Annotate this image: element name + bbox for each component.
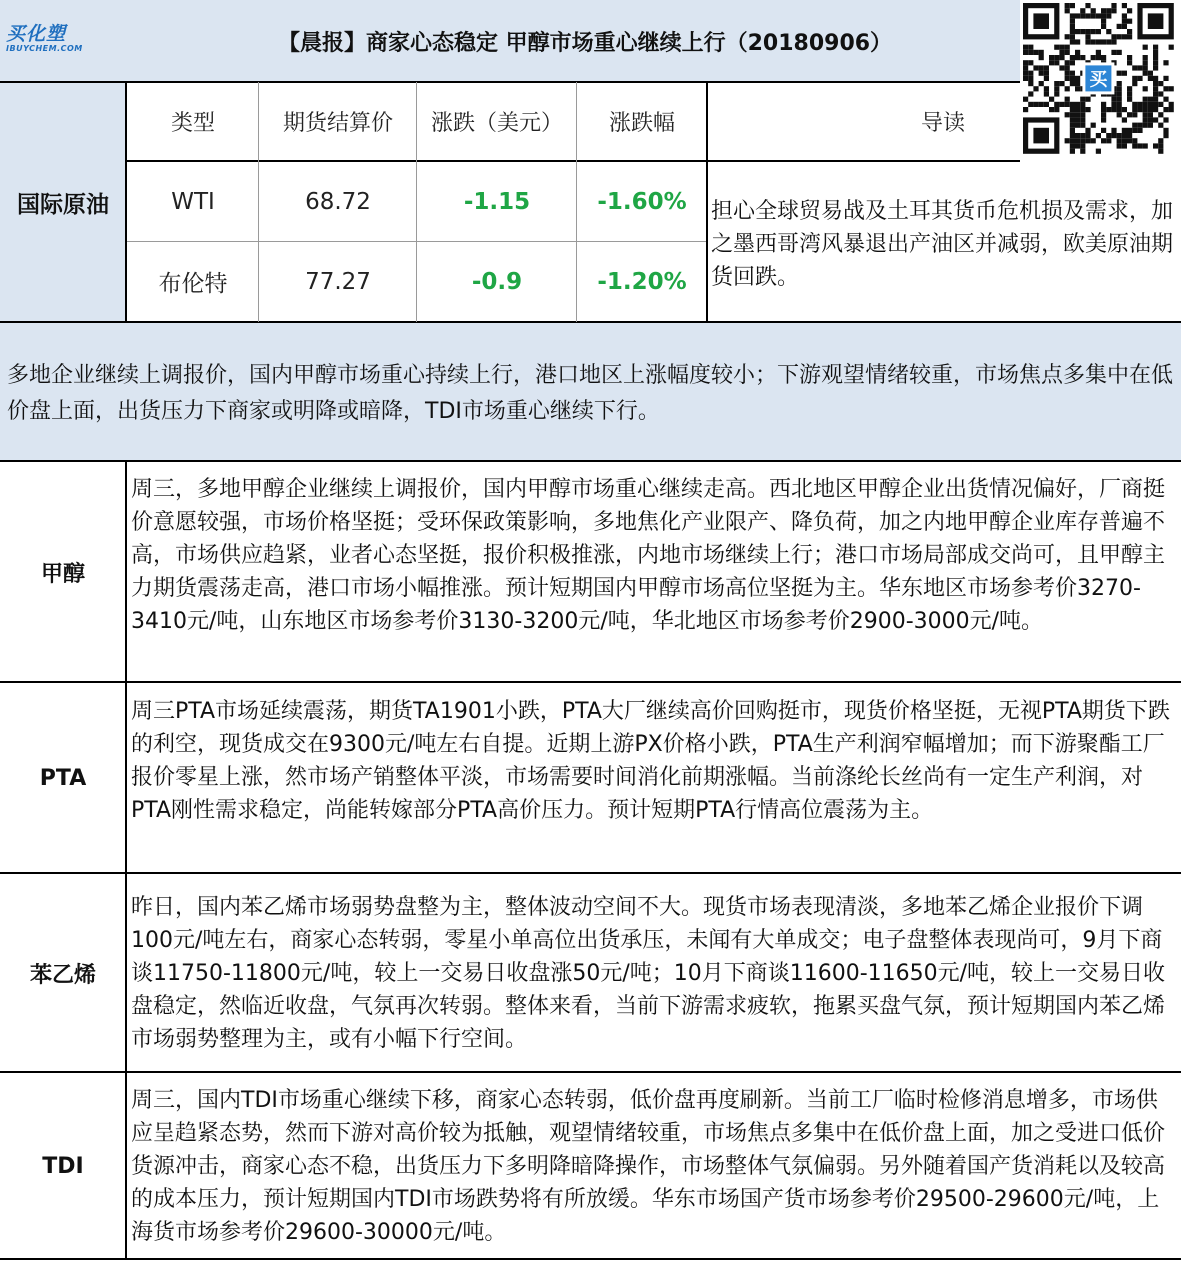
divider xyxy=(0,321,1181,323)
divider xyxy=(576,82,577,322)
divider xyxy=(126,241,708,242)
col-header-guide: 导读 xyxy=(920,111,965,136)
divider xyxy=(0,460,1181,462)
section-label-text: 甲醇 xyxy=(40,561,85,587)
crude-guide-text: 担心全球贸易战及土耳其货币危机损及需求，加之墨西哥湾风暴退出产油区并减弱，欧美原油期货回跌。 xyxy=(711,199,1174,290)
row-wti-change: -1.15 xyxy=(463,188,531,215)
qr-center-glyph: 买 xyxy=(1089,69,1108,91)
divider xyxy=(0,681,1181,683)
row-brent-change: -0.9 xyxy=(471,268,523,295)
section-text-styrene: 昨日，国内苯乙烯市场弱势盘整为主，整体波动空间不大。现货市场表现清淡，多地苯乙烯企业报价下调100元/吨左右，商家心态转弱，零星小单高位出货承压，未闻有大单成交；电子盘整体表现尚可，9月下商谈11750-11800元/吨，较上一交易日收盘涨50元/吨；10月下商谈11600-11650元/吨，较上一交易日收盘稳定，然临近收盘，气氛再次转弱。整体来看，当前下游需求疲软，拖累买盘气氛，预计短期国内苯乙烯市场弱势整理为主，或有小幅下行空间。 xyxy=(131,895,1166,1052)
logo-en: IBUYCHEM.COM xyxy=(6,44,83,53)
divider xyxy=(416,82,417,322)
divider xyxy=(125,82,127,322)
section-text-methanol: 周三，多地甲醇企业继续上调报价，国内甲醇市场重心继续走高。西北地区甲醇企业出货情况偏好，厂商挺价意愿较强，市场价格坚挺；受环保政策影响，多地焦化产业限产、降负荷，加之内地甲醇企业库存普遍不高，市场供应趋紧，业者心态坚挺，报价积极推涨，内地市场继续上行；港口市场局部成交尚可，且甲醇主力期货震荡走高，港口市场小幅推涨。预计短期国内甲醇市场高位坚挺为主。华东地区市场参考价3270-3410元/吨，山东地区市场参考价3130-3200元/吨，华北地区市场参考价2900-3000元/吨。 xyxy=(131,477,1166,634)
section-label-pta xyxy=(0,683,126,873)
col-header-type: 类型 xyxy=(170,111,215,136)
row-wti-pct: -1.60% xyxy=(597,188,687,215)
row-brent-pct: -1.20% xyxy=(597,268,687,295)
site-logo[interactable] xyxy=(6,24,106,64)
logo-cn: 买化塑 xyxy=(6,23,67,45)
col-header-price: 期货结算价 xyxy=(282,111,393,136)
divider xyxy=(126,160,708,162)
section-label-text: PTA xyxy=(39,765,87,791)
crude-section-label: 国际原油 xyxy=(17,191,109,218)
divider xyxy=(708,160,1020,162)
section-label-tdi xyxy=(0,1073,126,1259)
divider xyxy=(0,81,1020,83)
divider xyxy=(125,462,127,1259)
row-wti-type: WTI xyxy=(171,188,215,215)
row-brent-price: 77.27 xyxy=(305,268,371,295)
section-text-tdi: 周三，国内TDI市场重心继续下移，商家心态转弱，低价盘再度刷新。当前工厂临时检修消息增多，市场供应呈趋紧态势，然而下游对高价较为抵触，观望情绪较重，市场焦点多集中在低价盘上面，加之受进口低价货源冲击，商家心态不稳，出货压力下多明降暗降操作，市场整体气氛偏弱。另外随着国产货消耗以及较高的成本压力，预计短期国内TDI市场跌势将有所放缓。华东市场国产货市场参考价29500-29600元/吨，上海货市场参考价29600-30000元/吨。 xyxy=(131,1088,1166,1245)
market-summary: 多地企业继续上调报价，国内甲醇市场重心持续上行，港口地区上涨幅度较小；下游观望情绪较重，市场焦点多集中在低价盘上面，出货压力下商家或明降或暗降，TDI市场重心继续下行。 xyxy=(7,363,1174,424)
divider xyxy=(0,872,1181,874)
col-header-pct: 涨跌幅 xyxy=(608,111,675,136)
page-title: 【晨报】商家心态稳定 甲醇市场重心继续上行（20180906） xyxy=(277,31,893,56)
section-label-text: TDI xyxy=(42,1153,84,1179)
divider xyxy=(258,82,259,322)
section-label-methanol xyxy=(0,462,126,682)
divider xyxy=(0,1258,1181,1260)
section-label-styrene xyxy=(0,874,126,1072)
col-header-change: 涨跌（美元） xyxy=(430,111,563,136)
divider xyxy=(0,1071,1181,1073)
section-text-pta: 周三PTA市场延续震荡，期货TA1901小跌，PTA大厂继续高价回购挺市，现货价格坚挺，无视PTA期货下跌的利空，现货成交在9300元/吨左右自提。近期上游PX价格小跌，PTA生产利润窄幅增加；而下游聚酯工厂报价零星上涨，然市场产销整体平淡，市场需要时间消化前期涨幅。当前涤纶长丝尚有一定生产利润，对PTA刚性需求稳定，尚能转嫁部分PTA高价压力。预计短期PTA行情高位震荡为主。 xyxy=(131,699,1170,823)
row-wti-price: 68.72 xyxy=(305,188,371,215)
divider xyxy=(706,82,708,322)
section-label-text: 苯乙烯 xyxy=(29,962,96,988)
row-brent-type: 布伦特 xyxy=(158,271,228,297)
